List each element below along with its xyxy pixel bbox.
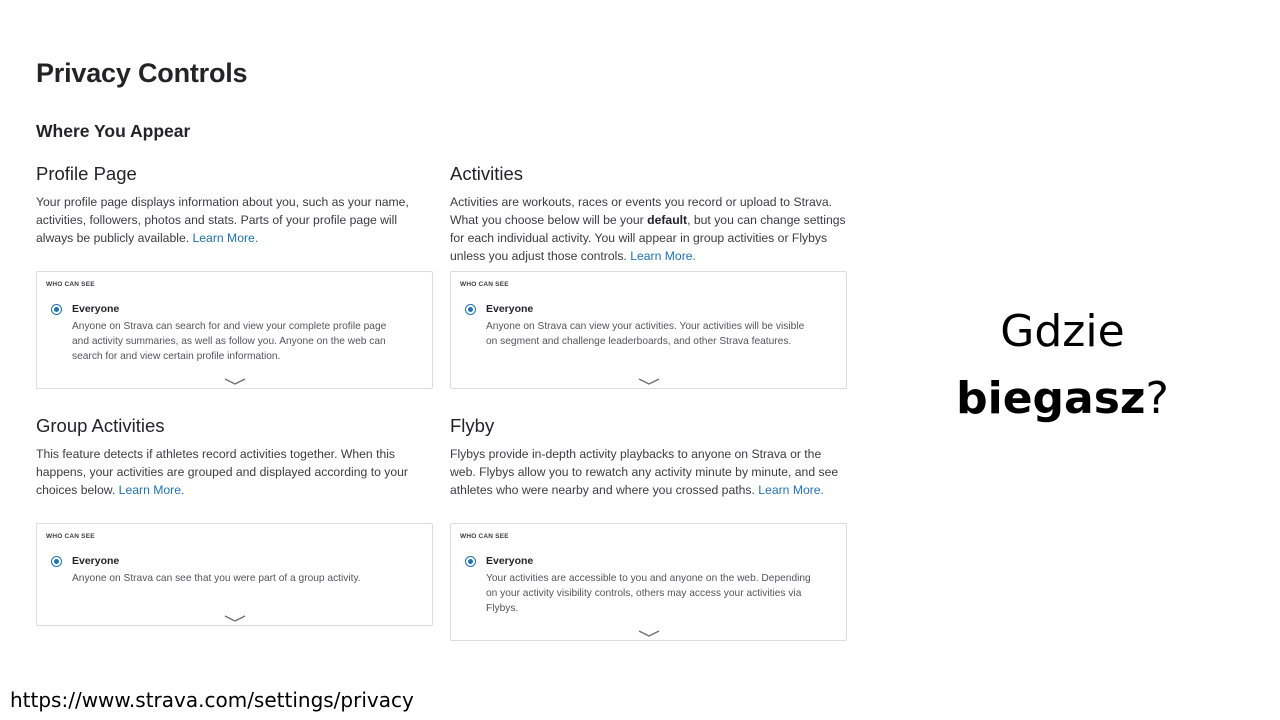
- profile-learn-more-link[interactable]: Learn More.: [192, 231, 259, 245]
- group-activities-description: This feature detects if athletes record activities together. When this happens, your activities are grouped and displayed according to your choices below. Learn More.: [36, 447, 408, 497]
- flyby-title: Flyby: [450, 415, 495, 436]
- who-can-see-label: WHO CAN SEE: [46, 281, 95, 288]
- flyby-learn-more-link[interactable]: Learn More.: [758, 483, 824, 497]
- question-line-1: Gdzie: [1000, 306, 1125, 357]
- activities-section: [450, 163, 846, 265]
- slide-question: [940, 298, 1185, 432]
- source-url: https://www.strava.com/settings/privacy: [10, 688, 414, 712]
- option-label: Everyone: [486, 303, 534, 315]
- section-title-where-you-appear: Where You Appear: [36, 121, 191, 141]
- radio-selected-icon[interactable]: [465, 304, 476, 315]
- who-can-see-label: WHO CAN SEE: [460, 533, 509, 540]
- flyby-who-can-see-card: [450, 523, 847, 641]
- option-label: Everyone: [486, 555, 534, 567]
- who-can-see-label: WHO CAN SEE: [46, 533, 95, 540]
- profile-who-can-see-card: [36, 271, 433, 389]
- option-description: Anyone on Strava can view your activities. Your activities will be visible on segment and challenge leaderboards, and other Strava features.: [486, 321, 805, 347]
- activities-learn-more-link[interactable]: Learn More.: [630, 249, 696, 263]
- question-line-2: biegasz?: [956, 373, 1169, 424]
- page-title: Privacy Controls: [36, 58, 248, 88]
- profile-page-section: [36, 163, 432, 247]
- option-label: Everyone: [72, 555, 120, 567]
- activities-description: Activities are workouts, races or events you record or upload to Strava. What you choose below will be your default, but you can change settings for each individual activity. You will appear in group activities or Flybys unless you adjust those controls. Learn More.: [450, 195, 846, 263]
- flyby-description: Flybys provide in-depth activity playbacks to anyone on Strava or the web. Flybys allow you to rewatch any activity minute by minute, and see athletes who were nearby and where you crossed paths. Learn More.: [450, 447, 839, 497]
- chevron-down-icon[interactable]: [223, 614, 247, 623]
- option-description: Your activities are accessible to you and anyone on the web. Depending on your activity visibility controls, others may access your activities via Flybys.: [486, 573, 811, 614]
- radio-selected-icon[interactable]: [51, 556, 62, 567]
- chevron-down-icon[interactable]: [223, 377, 247, 386]
- option-label: Everyone: [72, 303, 120, 315]
- group-activities-section: [36, 415, 432, 499]
- who-can-see-label: WHO CAN SEE: [460, 281, 509, 288]
- profile-page-description: Your profile page displays information about you, such as your name, activities, followers, photos and stats. Parts of your profile page will always be publicly available. Learn More.: [36, 195, 409, 245]
- group-activities-title: Group Activities: [36, 415, 165, 436]
- activities-who-can-see-card: [450, 271, 847, 389]
- chevron-down-icon[interactable]: [637, 377, 661, 386]
- activities-title: Activities: [450, 163, 523, 184]
- radio-selected-icon[interactable]: [465, 556, 476, 567]
- group-who-can-see-card: [36, 523, 433, 626]
- option-description: Anyone on Strava can see that you were part of a group activity.: [72, 573, 361, 584]
- radio-selected-icon[interactable]: [51, 304, 62, 315]
- flyby-section: [450, 415, 846, 499]
- profile-page-title: Profile Page: [36, 163, 137, 184]
- group-learn-more-link[interactable]: Learn More.: [118, 483, 185, 497]
- option-description: Anyone on Strava can search for and view your complete profile page and activity summaries, as well as follow you. Anyone on the web can search for and view certain profile information.: [72, 321, 387, 362]
- chevron-down-icon[interactable]: [637, 629, 661, 638]
